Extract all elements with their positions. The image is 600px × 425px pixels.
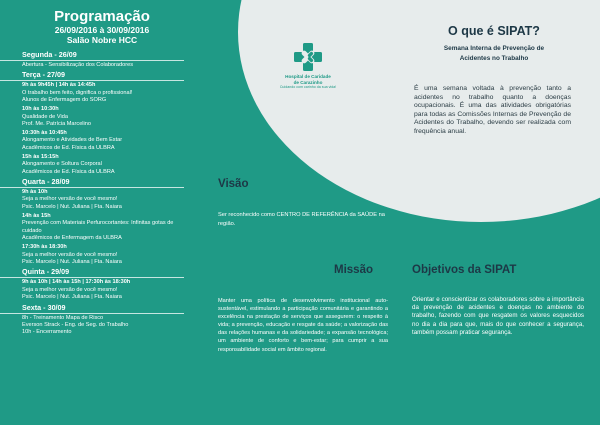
schedule-item: Seja a melhor versão de você mesmo! xyxy=(22,196,118,203)
cross-pills-logo-icon xyxy=(293,42,323,72)
schedule-item: Alongamento e Atividades de Bem Estar xyxy=(22,137,123,144)
schedule-time: 15h às 15:15h xyxy=(22,153,59,160)
sipat-subtitle-line2: Acidentes no Trabalho xyxy=(459,54,529,62)
schedule-item: Seja a melhor versão de você mesmo! xyxy=(22,251,118,258)
sipat-description: É uma semana voltada à prevenção tanto a acidentes no trabalho quanto a doenças ocupacionais. É uma das atividades obrigatórias para todas as Comissões Internas de Prevenção de Acidentes do Trabalho, devendo ser realizada com frequência anual. xyxy=(414,85,571,135)
programacao-title: Programação xyxy=(54,8,150,25)
schedule-day xyxy=(22,267,188,301)
logo-tagline: Cuidando com carinho da sua vida! xyxy=(279,85,337,90)
schedule-day xyxy=(22,50,188,69)
missao-text: Manter uma política de desenvolvimento institucional auto-sustentável, estimulando a participação comunitária e garantindo a excelência na prestação de serviços que assegurem: o respeito à vida; a prevenção, educação e resgate da saúde; a valorização das das relações humanas e da solidariedade; a expansão tecnológica; um ambiente de conforto e bem-estar; para cumprir a sua responsabilidade social em âmbito regional. xyxy=(218,298,388,353)
schedule-item: Psic. Marcelo | Nut. Juliana | Fta. Naiara xyxy=(22,294,122,301)
schedule-item: Psic. Marcelo | Nut. Juliana | Fta. Naiara xyxy=(22,203,122,210)
schedule-day xyxy=(22,70,188,176)
missao-heading: Missão xyxy=(334,264,373,276)
schedule-day xyxy=(22,177,188,266)
schedule-time: 9h às 10h | 14h às 15h | 17:30h às 18:30h xyxy=(22,279,131,286)
programacao-dates: 26/09/2016 à 30/09/2016 xyxy=(54,25,150,35)
schedule-time: 10h às 10:30h xyxy=(22,106,59,113)
schedule-item: 10h - Encerramento xyxy=(22,329,72,336)
objetivos-text: Orientar e conscientizar os colaboradores sobre a importância da prevenção de acidentes e doenças no ambiente do trabalho, fazendo com que resgatem os valores esquecidos no dia a dia para que, mais do que conhecer a segurança, também possam praticar segurança. xyxy=(412,296,584,336)
schedule-day-heading: Segunda - 26/09 xyxy=(18,50,184,61)
schedule-item: Acadêmicos de Enfermagem da ULBRA xyxy=(22,235,122,242)
schedule-item: Acadêmicos de Ed. Física da ULBRA xyxy=(22,144,115,151)
schedule-time: 9h às 9h45h | 14h às 14:45h xyxy=(22,82,96,89)
schedule-item: Everson Strack - Eng. de Seg. do Trabalho xyxy=(22,321,129,328)
objetivos-heading: Objetivos da SIPAT xyxy=(412,264,517,276)
schedule-day xyxy=(22,303,188,337)
schedule-item: Abertura - Sensibilização dos Colaboradores xyxy=(22,62,134,68)
schedule-time: 9h às 10h xyxy=(22,189,48,196)
schedule-item: Prof. Me. Patrícia Marcelino xyxy=(22,121,92,128)
sipat-title: O que é SIPAT? xyxy=(448,24,540,38)
schedule-item: Alongamento e Soltura Corporal xyxy=(22,161,102,168)
schedule-item: Seja a melhor versão de você mesmo! xyxy=(22,286,118,293)
schedule-day-heading: Quinta - 29/09 xyxy=(18,267,184,278)
schedule-item: Qualidade de Vida xyxy=(22,113,68,120)
schedule-time: 10:30h às 10:45h xyxy=(22,130,67,137)
schedule-day-heading: Terça - 27/09 xyxy=(18,70,184,81)
schedule-days xyxy=(22,50,188,337)
programacao-panel xyxy=(0,0,200,425)
visao-text: Ser reconhecido como CENTRO DE REFERÊNCIA da SAÚDE na região. xyxy=(218,212,385,227)
schedule-item: Prevenção com Materiais Perfurocortantes: Infinitas gotas de cuidado xyxy=(22,220,174,234)
schedule-day-heading: Quarta - 28/09 xyxy=(18,177,184,188)
schedule-day-heading: Sexta - 30/09 xyxy=(18,303,184,314)
schedule-item: Psic. Marcelo | Nut. Juliana | Fta. Naiara xyxy=(22,258,122,265)
schedule-time: 17:30h às 18:30h xyxy=(22,244,67,251)
sipat-subtitle-line1: Semana Interna de Prevenção de xyxy=(443,45,545,52)
sipat-subtitle xyxy=(424,44,564,63)
schedule-item: O trabalho bem feito, dignifica o profissional! xyxy=(22,89,133,96)
hospital-logo xyxy=(278,42,338,90)
schedule-item: 8h - Treinamento Mapa de Risco xyxy=(22,314,104,321)
schedule-item: Acadêmicos de Ed. Física da ULBRA xyxy=(22,168,115,175)
visao-heading: Visão xyxy=(218,178,249,190)
logo-name-line2: de Carazinho xyxy=(293,79,323,85)
schedule-item: Alunos de Enfermagem do SORG xyxy=(22,97,107,104)
logo-name-line1: Hospital de Caridade xyxy=(285,74,331,79)
schedule-time: 14h às 15h xyxy=(22,212,51,219)
programacao-venue: Salão Nobre HCC xyxy=(66,35,138,45)
